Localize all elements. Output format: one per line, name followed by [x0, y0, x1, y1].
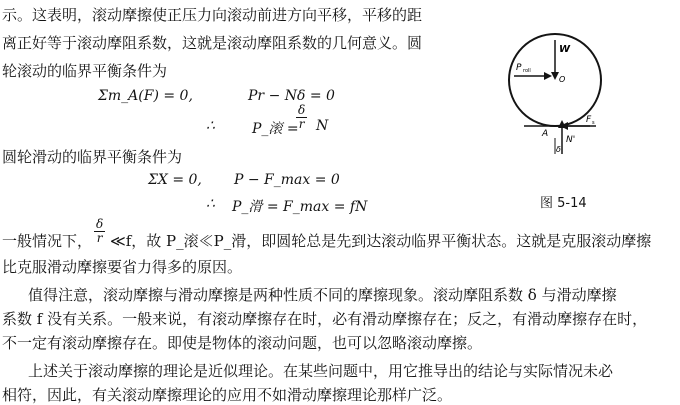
label-A: A	[542, 129, 549, 139]
inline-fraction-numerator: δ	[96, 217, 104, 231]
therefore-symbol: ∴	[206, 118, 215, 134]
equation-sliding-force: P_滑 = F_max = fN	[232, 199, 368, 215]
fraction-numerator: δ	[298, 103, 306, 117]
paragraph-line-3: 轮滚动的临界平衡条件为	[2, 62, 168, 80]
inline-fraction-denominator: r	[96, 231, 103, 245]
paragraph-line-5-pre: 一般情况下，	[2, 232, 93, 250]
paragraph-line-4: 圆轮滑动的临界平衡条件为	[2, 148, 183, 166]
paragraph-line-1: 示。这表明，滚动摩擦使正压力向滚动前进方向平移，平移的距	[2, 6, 423, 24]
equation-rolling-balance: Pr − Nδ = 0	[248, 88, 335, 104]
push-arrowhead	[544, 72, 552, 80]
label-W: W	[559, 44, 571, 55]
inline-fraction	[94, 218, 105, 245]
label-F-subscript: s	[592, 120, 595, 126]
paragraph-line-6: 比克服滑动摩擦要省力得多的原因。	[2, 258, 243, 276]
label-P-subscript: roll	[523, 68, 531, 74]
label-P: P	[516, 63, 522, 73]
equation-sliding-balance: P − F_max = 0	[234, 172, 340, 188]
paragraph-line-5-post: ≪f，故 P_滚≪P_滑，即圆轮总是先到达滚动临界平衡状态。这就是克服滚动摩擦	[110, 232, 652, 250]
weight-arrowhead	[551, 72, 559, 80]
equation-rolling-force-fraction	[296, 104, 307, 131]
paragraph-line-7: 值得注意，滚动摩擦与滑动摩擦是两种性质不同的摩擦现象。滚动摩阻系数 δ 与滑动摩擦	[28, 286, 617, 304]
figure-caption: 图 5-14	[540, 196, 587, 211]
label-delta: δ	[556, 145, 561, 154]
label-O: O	[559, 75, 566, 84]
paragraph-line-10: 上述关于滚动摩擦的理论是近似理论。在某些问题中，用它推导出的结论与实际情况未必	[28, 362, 614, 380]
paragraph-line-8: 系数 f 没有关系。一般来说，有滚动摩擦存在时，必有滑动摩擦存在；反之，有滑动摩擦存在时，	[2, 310, 648, 328]
label-F: F	[586, 115, 592, 125]
therefore-symbol-2: ∴	[206, 196, 215, 212]
equation-moment-sum: Σm_A(F) = 0,	[98, 88, 193, 104]
label-N: N'	[566, 135, 576, 145]
equation-rolling-force-N: N	[316, 118, 329, 134]
paragraph-line-9: 不一定有滚动摩擦存在。即使是物体的滚动问题，也可以忽略滚动摩擦。	[2, 334, 483, 352]
paragraph-line-2: 离正好等于滚动摩阻系数，这就是滚动摩阻系数的几何意义。圆	[2, 34, 423, 52]
paragraph-line-11: 相符，因此，有关滚动摩擦理论的应用不如滑动摩擦理论那样广泛。	[2, 386, 453, 404]
fraction-denominator: r	[298, 117, 305, 131]
rolling-wheel-figure	[500, 30, 610, 160]
equation-rolling-force-lhs: P_滚 =	[252, 121, 299, 137]
equation-force-sum: ΣX = 0,	[148, 172, 202, 188]
